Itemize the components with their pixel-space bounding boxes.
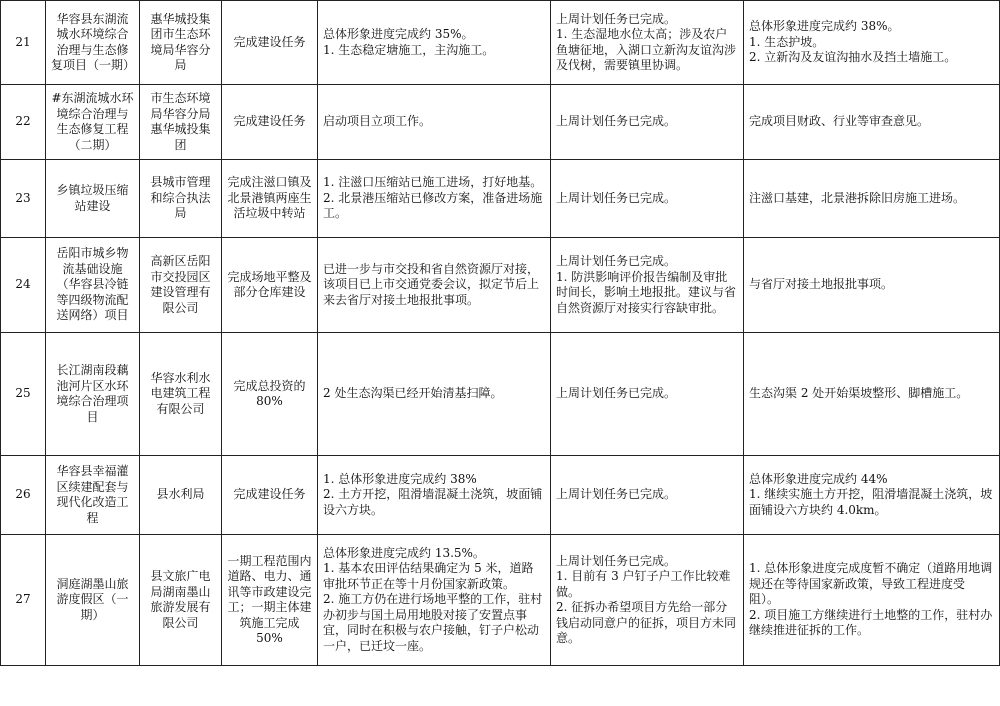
responsible-unit: 高新区岳阳市交投园区建设管理有限公司 [140, 238, 222, 333]
table-row [1, 238, 1000, 333]
issue-line: 上周计划任务已完成。 [556, 114, 677, 129]
annual-goal: 完成总投资的 80% [222, 333, 318, 456]
project-name: 乡镇垃圾压缩站建设 [46, 160, 140, 238]
plan-line: 2. 项目施工方继续进行土地整的工作，驻村办继续推进征拆的工作。 [749, 607, 993, 638]
row-number: 21 [1, 1, 46, 85]
row-number: 25 [1, 333, 46, 456]
progress-line: 1. 生态稳定塘施工，主沟施工。 [323, 42, 495, 57]
plan-cell [744, 160, 1000, 238]
plan-cell [744, 535, 1000, 666]
issue-line: 上周计划任务已完成。 [556, 553, 677, 568]
row-number: 24 [1, 238, 46, 333]
plan-line: 1. 总体形象进度完成度暂不确定（道路用地调规还在等待国家新政策，导致工程进度受阻）。 [749, 561, 993, 607]
issue-line: 上周计划任务已完成。 [556, 190, 677, 205]
table-row [1, 456, 1000, 535]
table-row [1, 160, 1000, 238]
progress-line: 1. 基本农田评估结果确定为 5 米，道路审批环节正在等十月份国家新政策。 [323, 561, 534, 591]
responsible-unit: 县城市管理和综合执法局 [140, 160, 222, 238]
annual-goal: 一期工程范围内道路、电力、通讯等市政建设完工；一期主体建筑施工完成 50% [222, 535, 318, 666]
progress-line: 2 处生态沟渠已经开始清基扫障。 [323, 386, 503, 401]
plan-line: 2. 立新沟及友谊沟抽水及挡土墙施工。 [749, 50, 957, 65]
issue-cell [551, 535, 744, 666]
responsible-unit: 县文旅广电局湖南墨山旅游发展有限公司 [140, 535, 222, 666]
plan-line: 1. 生态护坡。 [749, 34, 825, 49]
issue-line: 上周计划任务已完成。 [556, 11, 677, 26]
project-name: 华容县东湖流城水环境综合治理与生态修复项目（一期） [46, 1, 140, 85]
progress-line: 启动项目立项工作。 [323, 114, 432, 129]
issue-cell [551, 160, 744, 238]
issue-line: 2. 征拆办希望项目方先给一部分钱启动同意户的征拆，项目方未同意。 [556, 600, 737, 645]
project-name: #东湖流城水环境综合治理与生态修复工程（二期） [46, 85, 140, 160]
plan-cell [744, 333, 1000, 456]
issue-cell [551, 238, 744, 333]
progress-cell [318, 535, 551, 666]
responsible-unit: 华容水利水电建筑工程有限公司 [140, 333, 222, 456]
progress-line: 2. 施工方仍在进行场地平整的工作，驻村办初步与国土局用地股对接了安置点事宜，同时在积极与农户接触，钉子户松动一户，已迁坟一座。 [323, 592, 543, 653]
progress-line: 1. 总体形象进度完成约 38% [323, 471, 477, 486]
row-number: 23 [1, 160, 46, 238]
row-number: 27 [1, 535, 46, 666]
progress-line: 1. 注滋口压缩站已施工进场，打好地基。 [323, 175, 543, 190]
plan-line: 总体形象进度完成约 44% [749, 471, 888, 486]
progress-line: 2. 北景港压缩站已修改方案，准备进场施工。 [323, 190, 543, 221]
progress-line: 2. 土方开挖，阻滑墙混凝土浇筑，坡面铺设六方块。 [323, 487, 543, 517]
responsible-unit: 县水利局 [140, 456, 222, 535]
project-name: 长江湖南段藕池河片区水环境综合治理项目 [46, 333, 140, 456]
plan-cell [744, 238, 1000, 333]
project-name: 岳阳市城乡物流基础设施（华容县冷链等四级物流配送网络）项目 [46, 238, 140, 333]
row-number: 26 [1, 456, 46, 535]
plan-line: 完成项目财政、行业等审查意见。 [749, 114, 930, 129]
progress-cell [318, 456, 551, 535]
issue-line: 上周计划任务已完成。 [556, 487, 677, 502]
issue-line: 1. 目前有 3 户钉子户工作比较难做。 [556, 569, 731, 599]
plan-line: 与省厅对接土地报批事项。 [749, 277, 894, 292]
progress-cell [318, 85, 551, 160]
responsible-unit: 惠华城投集团市生态环境局华容分局 [140, 1, 222, 85]
row-number: 22 [1, 85, 46, 160]
plan-cell [744, 1, 1000, 85]
annual-goal: 完成注滋口镇及北景港镇两座生活垃圾中转站 [222, 160, 318, 238]
plan-cell [744, 456, 1000, 535]
issue-cell [551, 85, 744, 160]
issue-cell [551, 456, 744, 535]
table-row [1, 1, 1000, 85]
annual-goal: 完成建设任务 [222, 1, 318, 85]
plan-line: 总体形象进度完成约 38%。 [749, 19, 900, 34]
plan-line: 注滋口基建，北景港拆除旧房施工进场。 [749, 190, 966, 205]
issue-cell [551, 333, 744, 456]
table-row [1, 85, 1000, 160]
annual-goal: 完成建设任务 [222, 456, 318, 535]
issue-cell [551, 1, 744, 85]
annual-goal: 完成场地平整及部分仓库建设 [222, 238, 318, 333]
progress-cell [318, 238, 551, 333]
issue-line: 1. 防洪影响评价报告编制及审批时间长，影响土地报批。建议与省自然资源厅对接实行容缺审批。 [556, 269, 737, 315]
progress-line: 总体形象进度完成约 13.5%。 [323, 545, 485, 560]
progress-cell [318, 160, 551, 238]
project-name: 华容县幸福灌区续建配套与现代化改造工程 [46, 456, 140, 535]
table-row [1, 535, 1000, 666]
plan-line: 1. 继续实施土方开挖，阻滑墙混凝土浇筑，坡面铺设六方块约 4.0km。 [749, 487, 993, 517]
plan-line: 生态沟渠 2 处开始渠坡整形、脚槽施工。 [749, 386, 969, 401]
plan-cell [744, 85, 1000, 160]
responsible-unit: 市生态环境局华容分局惠华城投集团 [140, 85, 222, 160]
issue-line: 1. 生态湿地水位太高；涉及农户鱼塘征地，入湖口立新沟友谊沟涉及伐树，需要镇里协调。 [556, 27, 737, 72]
project-name: 洞庭湖墨山旅游度假区（一期） [46, 535, 140, 666]
annual-goal: 完成建设任务 [222, 85, 318, 160]
issue-line: 上周计划任务已完成。 [556, 386, 677, 401]
progress-cell [318, 1, 551, 85]
progress-cell [318, 333, 551, 456]
progress-line: 总体形象进度完成约 35%。 [323, 27, 474, 41]
table-row [1, 333, 1000, 456]
progress-line: 已进一步与市交投和省自然资源厅对接，该项目已上市交通党委会议，拟定节后上来去省厅对接土地报批事项。 [323, 261, 540, 307]
issue-line: 上周计划任务已完成。 [556, 254, 677, 268]
